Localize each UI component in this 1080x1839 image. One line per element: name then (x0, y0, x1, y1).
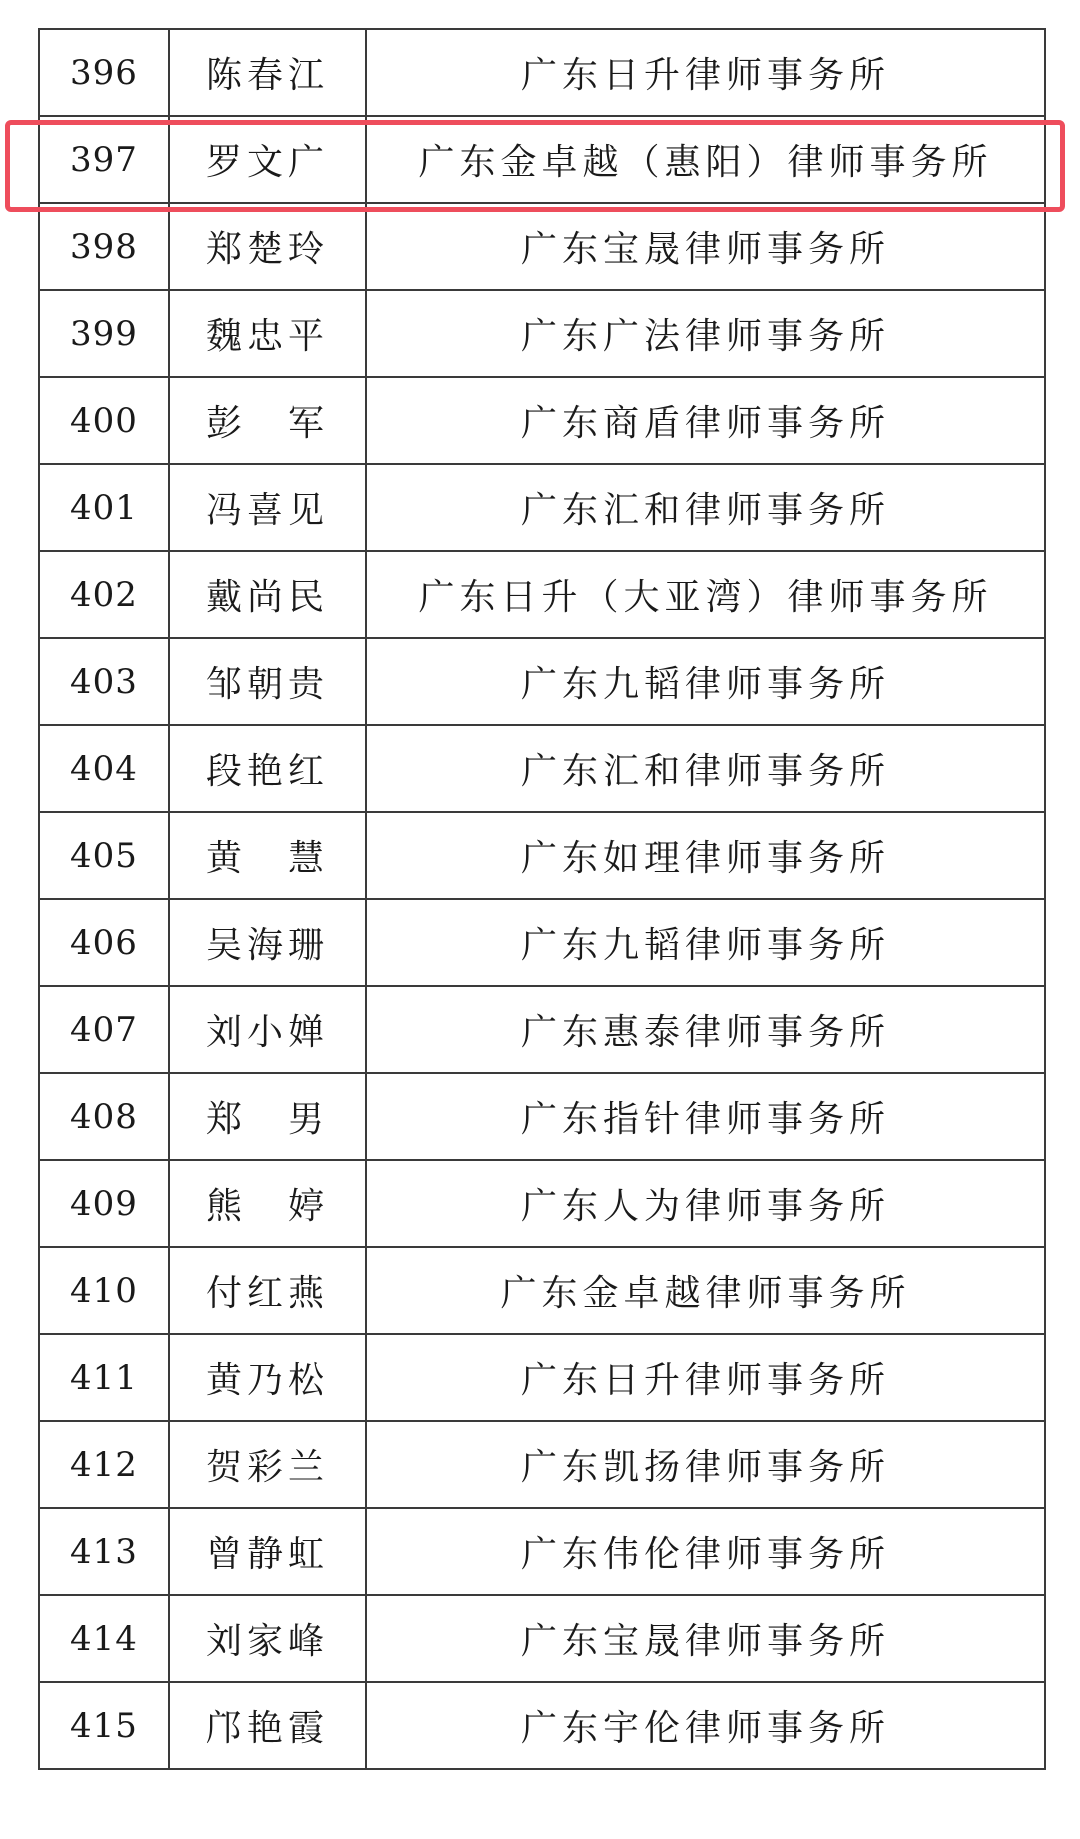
row-number-cell: 408 (39, 1073, 169, 1160)
law-firm-cell: 广东宝晟律师事务所 (366, 1595, 1045, 1682)
lawyer-name-cell: 黄乃松 (169, 1334, 366, 1421)
table-row (39, 899, 1045, 986)
table-row (39, 29, 1045, 116)
law-firm-cell: 广东汇和律师事务所 (366, 464, 1045, 551)
lawyer-name-cell: 贺彩兰 (169, 1421, 366, 1508)
table-row (39, 1508, 1045, 1595)
law-firm-cell: 广东伟伦律师事务所 (366, 1508, 1045, 1595)
row-number-cell: 410 (39, 1247, 169, 1334)
lawyer-name-cell: 邝艳霞 (169, 1682, 366, 1769)
law-firm-cell: 广东宝晟律师事务所 (366, 203, 1045, 290)
table-row (39, 377, 1045, 464)
law-firm-cell: 广东日升（大亚湾）律师事务所 (366, 551, 1045, 638)
table-row (39, 812, 1045, 899)
row-number-cell: 413 (39, 1508, 169, 1595)
row-number-cell: 412 (39, 1421, 169, 1508)
table-row (39, 1421, 1045, 1508)
roster-table-body (39, 29, 1045, 1769)
table-row (39, 725, 1045, 812)
row-number-cell: 409 (39, 1160, 169, 1247)
table-row (39, 1247, 1045, 1334)
law-firm-cell: 广东九韬律师事务所 (366, 899, 1045, 986)
lawyer-name-cell: 刘小婵 (169, 986, 366, 1073)
row-number-cell: 405 (39, 812, 169, 899)
law-firm-cell: 广东日升律师事务所 (366, 29, 1045, 116)
lawyer-name-cell: 刘家峰 (169, 1595, 366, 1682)
lawyer-name-cell: 郑楚玲 (169, 203, 366, 290)
lawyer-name-cell: 彭 军 (169, 377, 366, 464)
lawyer-name-cell: 熊 婷 (169, 1160, 366, 1247)
law-firm-cell: 广东广法律师事务所 (366, 290, 1045, 377)
row-number-cell: 396 (39, 29, 169, 116)
law-firm-cell: 广东日升律师事务所 (366, 1334, 1045, 1421)
table-row (39, 290, 1045, 377)
lawyer-name-cell: 魏忠平 (169, 290, 366, 377)
row-number-cell: 402 (39, 551, 169, 638)
row-number-cell: 414 (39, 1595, 169, 1682)
row-number-cell: 415 (39, 1682, 169, 1769)
table-row (39, 203, 1045, 290)
table-row-highlighted (39, 116, 1045, 203)
row-number-cell: 398 (39, 203, 169, 290)
row-number-cell: 397 (39, 116, 169, 203)
row-number-cell: 399 (39, 290, 169, 377)
law-firm-cell: 广东汇和律师事务所 (366, 725, 1045, 812)
law-firm-cell: 广东宇伦律师事务所 (366, 1682, 1045, 1769)
law-firm-cell: 广东如理律师事务所 (366, 812, 1045, 899)
lawyer-name-cell: 段艳红 (169, 725, 366, 812)
row-number-cell: 401 (39, 464, 169, 551)
row-number-cell: 411 (39, 1334, 169, 1421)
lawyer-name-cell: 邹朝贵 (169, 638, 366, 725)
roster-sheet (38, 28, 1046, 1770)
lawyer-name-cell: 曾静虹 (169, 1508, 366, 1595)
row-number-cell: 404 (39, 725, 169, 812)
table-row (39, 1073, 1045, 1160)
table-row (39, 464, 1045, 551)
law-firm-cell: 广东九韬律师事务所 (366, 638, 1045, 725)
row-number-cell: 407 (39, 986, 169, 1073)
law-firm-cell: 广东商盾律师事务所 (366, 377, 1045, 464)
lawyer-name-cell: 冯喜见 (169, 464, 366, 551)
lawyer-name-cell: 陈春江 (169, 29, 366, 116)
table-row (39, 551, 1045, 638)
law-firm-cell: 广东指针律师事务所 (366, 1073, 1045, 1160)
law-firm-cell: 广东惠泰律师事务所 (366, 986, 1045, 1073)
row-number-cell: 400 (39, 377, 169, 464)
table-row (39, 1334, 1045, 1421)
law-firm-cell: 广东凯扬律师事务所 (366, 1421, 1045, 1508)
law-firm-cell: 广东金卓越律师事务所 (366, 1247, 1045, 1334)
table-row (39, 1160, 1045, 1247)
law-firm-cell: 广东金卓越（惠阳）律师事务所 (366, 116, 1045, 203)
row-number-cell: 403 (39, 638, 169, 725)
lawyer-roster-table (38, 28, 1046, 1770)
lawyer-name-cell: 黄 慧 (169, 812, 366, 899)
table-row (39, 1595, 1045, 1682)
lawyer-name-cell: 罗文广 (169, 116, 366, 203)
lawyer-name-cell: 付红燕 (169, 1247, 366, 1334)
row-number-cell: 406 (39, 899, 169, 986)
table-row (39, 986, 1045, 1073)
lawyer-name-cell: 吴海珊 (169, 899, 366, 986)
table-row (39, 1682, 1045, 1769)
lawyer-name-cell: 郑 男 (169, 1073, 366, 1160)
table-row (39, 638, 1045, 725)
lawyer-name-cell: 戴尚民 (169, 551, 366, 638)
law-firm-cell: 广东人为律师事务所 (366, 1160, 1045, 1247)
